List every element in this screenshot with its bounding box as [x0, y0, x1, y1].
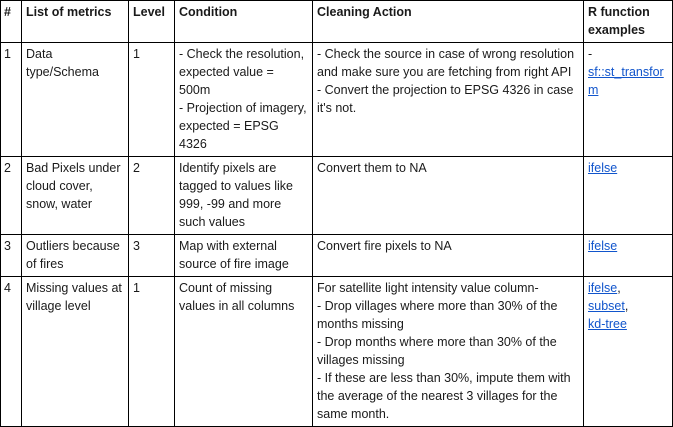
header-row — [1, 1, 673, 43]
condition-cell — [175, 235, 313, 277]
condition-cell — [175, 43, 313, 157]
row-num: 1 — [1, 43, 22, 157]
rfunc-cell — [584, 43, 673, 157]
rfunc-link[interactable]: ifelse — [588, 161, 618, 175]
header-condition: Condition — [175, 1, 313, 43]
header-metric: List of metrics — [22, 1, 129, 43]
level-cell: 1 — [129, 277, 175, 427]
row-num: 4 — [1, 277, 22, 427]
action-line: - If these are less than 30%, impute them with the average of the nearest 3 villages for the same month. — [317, 371, 571, 421]
rfunc-entry — [588, 237, 668, 255]
rfunc-link[interactable]: kd-tree — [588, 317, 627, 331]
action-line: Convert them to NA — [317, 161, 427, 175]
header-action: Cleaning Action — [313, 1, 584, 43]
condition-line: - Projection of imagery, expected = EPSG 4326 — [179, 101, 307, 151]
metric-cell: Missing values at village level — [22, 277, 129, 427]
table-row — [1, 277, 673, 427]
rfunc-cell — [584, 277, 673, 427]
rfunc-entry — [588, 159, 668, 177]
table-row — [1, 235, 673, 277]
action-line: - Drop months where more than 30% of the villages missing — [317, 335, 557, 367]
rfunc-separator: , — [624, 299, 629, 313]
metric-cell: Bad Pixels under cloud cover, snow, water — [22, 157, 129, 235]
action-cell — [313, 157, 584, 235]
row-num: 2 — [1, 157, 22, 235]
table-row — [1, 43, 673, 157]
table-row — [1, 157, 673, 235]
action-cell — [313, 235, 584, 277]
condition-line: Count of missing values in all columns — [179, 281, 295, 313]
rfunc-link[interactable]: sf::st_transform — [588, 65, 664, 97]
rfunc-link[interactable]: subset — [588, 299, 625, 313]
rfunc-entry — [588, 315, 668, 333]
row-num: 3 — [1, 235, 22, 277]
rfunc-prefix: - — [588, 47, 593, 61]
metric-cell: Outliers because of fires — [22, 235, 129, 277]
rfunc-entry — [588, 63, 668, 99]
level-cell: 1 — [129, 43, 175, 157]
rfunc-link[interactable]: ifelse — [588, 281, 618, 295]
action-line: - Check the source in case of wrong resolution and make sure you are fetching from right API — [317, 47, 575, 79]
rfunc-cell — [584, 235, 673, 277]
rfunc-cell — [584, 157, 673, 235]
action-cell — [313, 277, 584, 427]
condition-line: Identify pixels are tagged to values like 999, -99 and more such values — [179, 161, 293, 229]
action-line: For satellite light intensity value column- — [317, 281, 539, 295]
condition-line: - Check the resolution, expected value = 500m — [179, 47, 305, 97]
rfunc-link[interactable]: ifelse — [588, 239, 618, 253]
action-cell — [313, 43, 584, 157]
level-cell: 3 — [129, 235, 175, 277]
level-cell: 2 — [129, 157, 175, 235]
condition-cell — [175, 157, 313, 235]
action-line: Convert fire pixels to NA — [317, 239, 452, 253]
rfunc-separator: , — [617, 281, 621, 295]
rfunc-entry — [588, 297, 668, 315]
condition-cell — [175, 277, 313, 427]
header-rfunc: R function examples — [584, 1, 673, 43]
rfunc-entry — [588, 279, 668, 297]
action-line: - Convert the projection to EPSG 4326 in case it's not. — [317, 83, 574, 115]
table-body — [1, 43, 673, 427]
metric-cell: Data type/Schema — [22, 43, 129, 157]
condition-line: Map with external source of fire image — [179, 239, 289, 271]
action-line: - Drop villages where more than 30% of the months missing — [317, 299, 558, 331]
header-level: Level — [129, 1, 175, 43]
header-num: # — [1, 1, 22, 43]
